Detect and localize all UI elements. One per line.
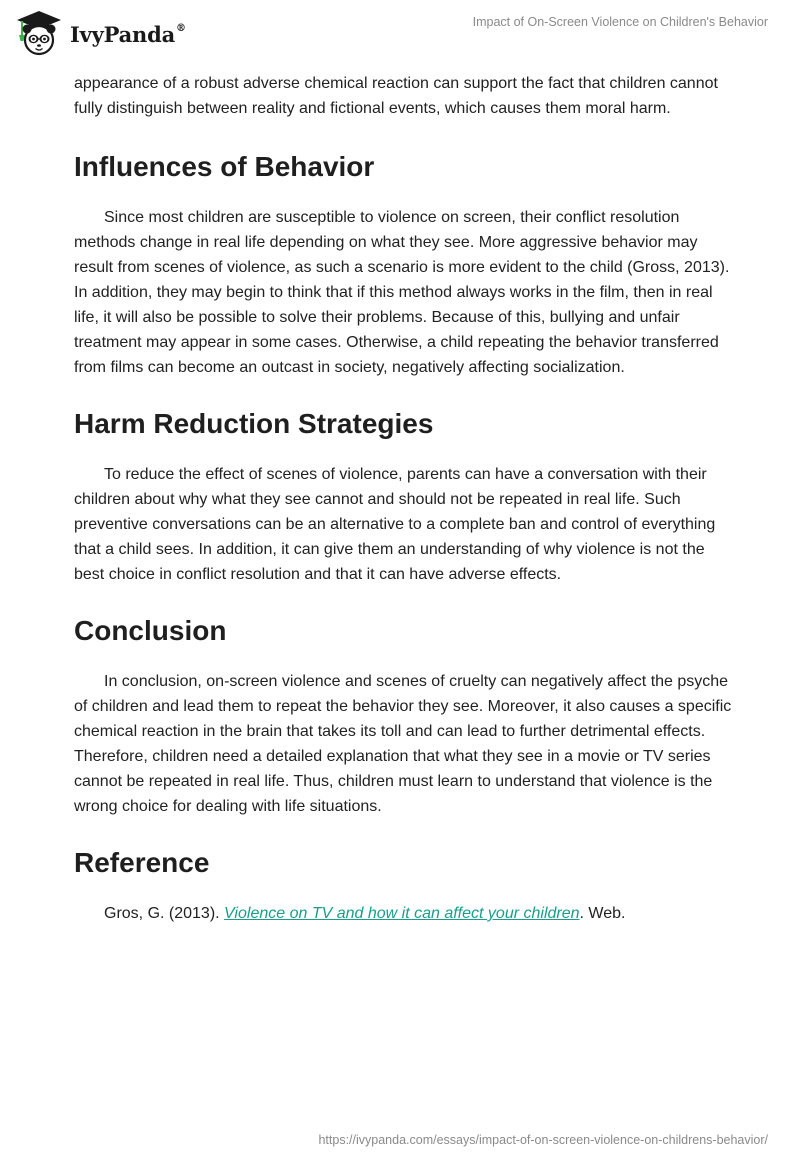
document-title: Impact of On-Screen Violence on Children's Behavior bbox=[472, 15, 768, 29]
article-body bbox=[74, 71, 734, 926]
reference-entry bbox=[74, 901, 734, 926]
footer-url[interactable]: https://ivypanda.com/essays/impact-of-on-screen-violence-on-childrens-behavior/ bbox=[318, 1133, 768, 1147]
brand-logo[interactable] bbox=[14, 8, 186, 58]
section-heading-influences: Influences of Behavior bbox=[74, 151, 375, 182]
reference-suffix: . Web. bbox=[579, 905, 626, 922]
section-paragraph-influences: Since most children are susceptible to violence on screen, their conflict resolution methods change in real life depending on what they see. More aggressive behavior may result from scenes of violence, as such a scenario is more evident to the child (Gross, 2013). In addition, they may begin to think that if this method always works in the film, then in real life, it will also be possible to solve their problems. Because of this, bullying and unfair treatment may appear in some cases. Otherwise, a child repeating the behavior transferred from films can become an outcast in society, negatively affecting socialization. bbox=[74, 209, 730, 376]
lead-paragraph: appearance of a robust adverse chemical reaction can support the fact that children cannot fully distinguish between reality and fictional events, which causes them moral harm. bbox=[74, 75, 718, 117]
panda-graduate-logo-icon bbox=[14, 8, 64, 58]
section-heading-reference: Reference bbox=[74, 847, 210, 878]
section-paragraph-harm-reduction: To reduce the effect of scenes of violence, parents can have a conversation with their children about why what they see cannot and should not be repeated in real life. Such preventive conversations can be an alternative to a complete ban and control of everything that a child sees. In addition, it can give them an understanding of why violence is not the best choice in conflict resolution and that it can have adverse effects. bbox=[74, 466, 716, 583]
brand-name: IvyPanda® bbox=[70, 21, 186, 47]
section-heading-harm-reduction: Harm Reduction Strategies bbox=[74, 408, 434, 439]
reference-author-year: Gros, G. (2013). bbox=[104, 905, 225, 922]
page-header bbox=[0, 0, 800, 64]
reference-link[interactable]: Violence on TV and how it can affect your children bbox=[224, 905, 580, 922]
section-paragraph-conclusion: In conclusion, on-screen violence and scenes of cruelty can negatively affect the psyche of children and lead them to repeat the behavior they see. Moreover, it also causes a specific chemical reaction in the brain that takes its toll and can lead to further detrimental effects. Therefore, children need a detailed explanation that what they see in a movie or TV series cannot be repeated in real life. Thus, children must learn to understand that violence is the wrong choice for dealing with life situations. bbox=[74, 673, 732, 815]
section-heading-conclusion: Conclusion bbox=[74, 615, 227, 646]
registered-mark: ® bbox=[176, 22, 186, 34]
